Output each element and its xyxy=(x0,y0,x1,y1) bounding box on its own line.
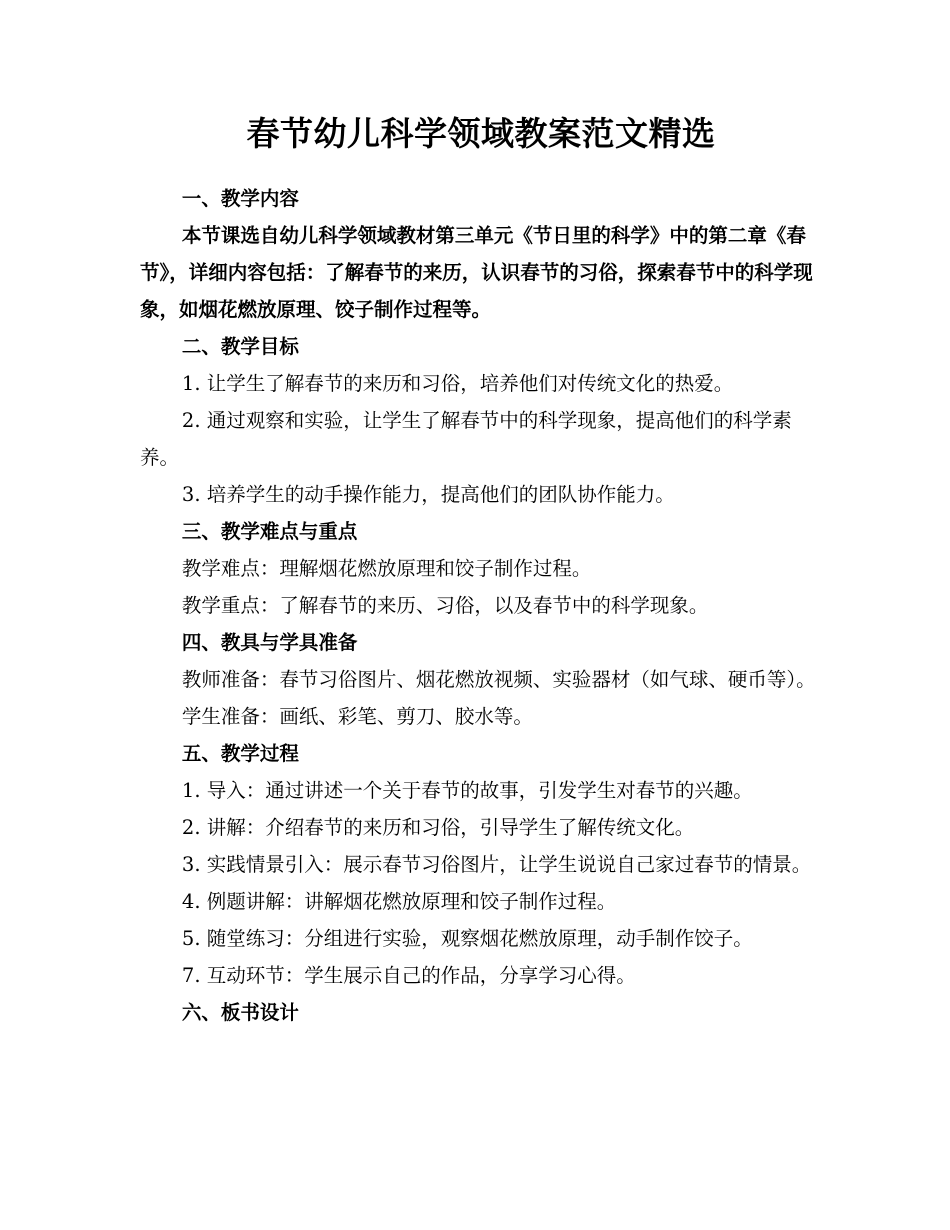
section-heading-difficulties: 三、教学难点与重点 xyxy=(181,520,358,543)
section-heading-objectives: 二、教学目标 xyxy=(181,335,299,358)
objective-item-1: 1. 让学生了解春节的来历和习俗，培养他们对传统文化的热爱。 xyxy=(181,372,734,395)
objective-item-3: 3. 培养学生的动手操作能力，提高他们的团队协作能力。 xyxy=(181,483,675,506)
document-title: 春节幼儿科学领域教案范文精选 xyxy=(246,114,716,153)
process-step-5: 5. 随堂练习：分组进行实验，观察烟花燃放原理，动手制作饺子。 xyxy=(181,927,753,950)
teacher-materials-paragraph: 教师准备：春节习俗图片、烟花燃放视频、实验器材（如气球、硬币等）。 xyxy=(181,668,816,691)
difficulty-paragraph: 教学难点：理解烟花燃放原理和饺子制作过程。 xyxy=(181,557,592,580)
student-materials-paragraph: 学生准备：画纸、彩笔、剪刀、胶水等。 xyxy=(181,705,533,728)
process-step-2: 2. 讲解：介绍春节的来历和习俗，引导学生了解传统文化。 xyxy=(181,816,695,839)
process-step-7: 7. 互动环节：学生展示自己的作品，分享学习心得。 xyxy=(181,964,636,987)
process-step-3: 3. 实践情景引入：展示春节习俗图片，让学生说说自己家过春节的情景。 xyxy=(181,853,812,876)
process-step-1: 1. 导入：通过讲述一个关于春节的故事，引发学生对春节的兴趣。 xyxy=(181,779,753,802)
section-heading-content: 一、教学内容 xyxy=(181,187,299,210)
section-heading-materials: 四、教具与学具准备 xyxy=(181,631,358,654)
key-point-paragraph: 教学重点：了解春节的来历、习俗，以及春节中的科学现象。 xyxy=(181,594,709,617)
section-heading-process: 五、教学过程 xyxy=(181,742,299,765)
process-step-4: 4. 例题讲解：讲解烟花燃放原理和饺子制作过程。 xyxy=(181,890,617,913)
content-paragraph: 本节课选自幼儿科学领域教材第三单元《节日里的科学》中的第二章《春节》，详细内容包括：了解春节的来历，认识春节的习俗，探索春节中的科学现象，如烟花燃放原理、饺子制作过程等。 xyxy=(140,224,813,321)
objective-item-2: 2. 通过观察和实验，让学生了解春节中的科学现象，提高他们的科学素养。 xyxy=(140,409,792,469)
section-heading-board-design: 六、板书设计 xyxy=(181,1001,299,1024)
